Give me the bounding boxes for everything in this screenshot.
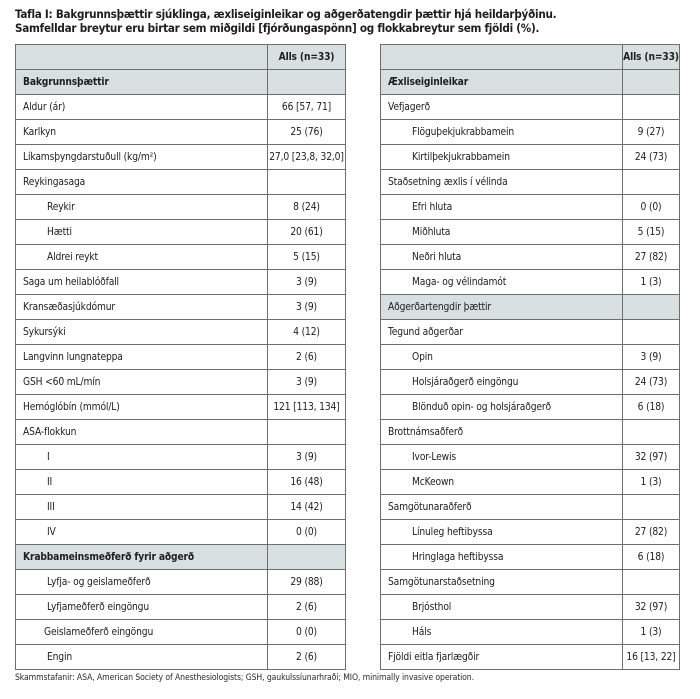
section-label: Aðgerðartengdir þættir	[381, 295, 623, 320]
table-subrow	[16, 195, 346, 220]
row-value: 24 (73)	[623, 145, 680, 170]
row-label: Tegund aðgerðar	[381, 320, 623, 345]
row-label: Samgötunaraðferð	[381, 495, 623, 520]
row-value	[623, 170, 680, 195]
row-value: 1 (3)	[623, 270, 680, 295]
row-label: Geislameðferð eingöngu	[16, 620, 268, 645]
row-value: 14 (42)	[268, 495, 346, 520]
row-label: Opin	[381, 345, 623, 370]
row-value: 2 (6)	[268, 345, 346, 370]
row-value: 2 (6)	[268, 645, 346, 670]
row-value: 4 (12)	[268, 320, 346, 345]
section-header-row	[16, 70, 346, 95]
table-subrow	[16, 645, 346, 670]
table-subrow	[16, 245, 346, 270]
row-label: Reykingasaga	[16, 170, 268, 195]
table-row	[16, 395, 346, 420]
row-value: 5 (15)	[623, 220, 680, 245]
row-label: Karlkyn	[16, 120, 268, 145]
row-value: 3 (9)	[268, 370, 346, 395]
row-label: Reykir	[16, 195, 268, 220]
row-value	[623, 295, 680, 320]
row-label: Flöguþekjukrabbamein	[381, 120, 623, 145]
table-subrow	[16, 220, 346, 245]
table-subrow	[381, 620, 680, 645]
table-row	[16, 170, 346, 195]
table-subrow	[381, 270, 680, 295]
table-row	[16, 420, 346, 445]
row-label: II	[16, 470, 268, 495]
row-label: McKeown	[381, 470, 623, 495]
row-label: Staðsetning æxlis í vélinda	[381, 170, 623, 195]
row-value	[623, 320, 680, 345]
row-value: 3 (9)	[268, 445, 346, 470]
background-factors-table	[15, 44, 346, 670]
row-label: Neðri hluta	[381, 245, 623, 270]
table-subrow	[16, 570, 346, 595]
table-header-row	[381, 45, 680, 70]
caption-label: Tafla I:	[15, 7, 53, 21]
row-label: Saga um heilablóðfall	[16, 270, 268, 295]
header-column-total: Alls (n=33)	[268, 45, 346, 70]
table-row	[381, 420, 680, 445]
section-label: Æxliseiginleikar	[381, 70, 623, 95]
abbreviations-footnote: Skammstafanir: ASA, American Society of Anesthesiologists; GSH, gaukulssíunarhraði; MIO, minimally invasive operation.	[15, 673, 474, 683]
row-value	[623, 70, 680, 95]
caption-line-2: Samfelldar breytur eru birtar sem miðgildi [fjórðungaspönn] og flokkabreytur sem fjöldi (%).	[15, 21, 540, 35]
row-value	[623, 570, 680, 595]
table-header-row	[16, 45, 346, 70]
row-value: 25 (76)	[268, 120, 346, 145]
table-row	[16, 345, 346, 370]
table-subrow	[16, 595, 346, 620]
row-label: Aldrei reykt	[16, 245, 268, 270]
table-subrow	[381, 520, 680, 545]
table-row	[16, 320, 346, 345]
table-row	[381, 170, 680, 195]
table-subrow	[16, 470, 346, 495]
section-label: Bakgrunnsþættir	[16, 70, 268, 95]
tumor-surgery-table	[380, 44, 680, 670]
row-label: Miðhluta	[381, 220, 623, 245]
row-label: Hemóglóbín (mmól/L)	[16, 395, 268, 420]
table-subrow	[381, 370, 680, 395]
row-value	[268, 170, 346, 195]
table-row	[381, 95, 680, 120]
table-caption	[15, 7, 695, 35]
row-value: 9 (27)	[623, 120, 680, 145]
row-value: 27,0 [23,8, 32,0]	[268, 145, 346, 170]
table-row	[16, 295, 346, 320]
row-value: 29 (88)	[268, 570, 346, 595]
section-header-row	[381, 295, 680, 320]
table-row	[16, 120, 346, 145]
table-subrow	[381, 445, 680, 470]
table-row	[16, 95, 346, 120]
row-label: Línuleg heftibyssa	[381, 520, 623, 545]
row-label: Hringlaga heftibyssa	[381, 545, 623, 570]
section-header-row	[16, 545, 346, 570]
row-value: 0 (0)	[268, 520, 346, 545]
table-subrow	[16, 520, 346, 545]
row-label: Fjöldi eitla fjarlægðir	[381, 645, 623, 670]
row-value: 6 (18)	[623, 395, 680, 420]
table-row	[16, 370, 346, 395]
row-label: Sykursýki	[16, 320, 268, 345]
row-value: 16 [13, 22]	[623, 645, 680, 670]
row-value: 121 [113, 134]	[268, 395, 346, 420]
row-value: 16 (48)	[268, 470, 346, 495]
row-value: 32 (97)	[623, 595, 680, 620]
row-label: Samgötunarstaðsetning	[381, 570, 623, 595]
row-label: III	[16, 495, 268, 520]
section-label: Krabbameinsmeðferð fyrir aðgerð	[16, 545, 268, 570]
table-row	[16, 270, 346, 295]
row-label: Háls	[381, 620, 623, 645]
row-value: 32 (97)	[623, 445, 680, 470]
row-label: Lyfjameðferð eingöngu	[16, 595, 268, 620]
table-subrow	[16, 620, 346, 645]
table-row	[381, 320, 680, 345]
row-value	[268, 70, 346, 95]
table-subrow	[381, 595, 680, 620]
table-subrow	[381, 220, 680, 245]
row-label: Maga- og vélindamót	[381, 270, 623, 295]
row-value	[623, 420, 680, 445]
table-row	[381, 645, 680, 670]
table-subrow	[16, 495, 346, 520]
row-value: 6 (18)	[623, 545, 680, 570]
row-value: 1 (3)	[623, 620, 680, 645]
row-value: 1 (3)	[623, 470, 680, 495]
header-label-cell	[381, 45, 623, 70]
row-value	[268, 420, 346, 445]
table-subrow	[381, 120, 680, 145]
row-value: 0 (0)	[268, 620, 346, 645]
row-value	[268, 545, 346, 570]
row-value: 3 (9)	[623, 345, 680, 370]
row-value: 2 (6)	[268, 595, 346, 620]
row-value: 27 (82)	[623, 245, 680, 270]
table-subrow	[381, 545, 680, 570]
table-subrow	[381, 395, 680, 420]
row-label: Kirtilþekjukrabbamein	[381, 145, 623, 170]
row-label: I	[16, 445, 268, 470]
table-row	[16, 145, 346, 170]
header-column-total: Alls (n=33)	[623, 45, 680, 70]
table-subrow	[16, 445, 346, 470]
table-row	[381, 495, 680, 520]
row-value	[623, 95, 680, 120]
row-label: Hætti	[16, 220, 268, 245]
header-label-cell	[16, 45, 268, 70]
row-value: 8 (24)	[268, 195, 346, 220]
row-label: Brjósthol	[381, 595, 623, 620]
table-subrow	[381, 470, 680, 495]
row-value: 0 (0)	[623, 195, 680, 220]
caption-line-1: Bakgrunnsþættir sjúklinga, æxliseiginleikar og aðgerðatengdir þættir hjá heildarþýðinu.	[52, 7, 557, 21]
row-value: 20 (61)	[268, 220, 346, 245]
row-label: Kransæðasjúkdómur	[16, 295, 268, 320]
section-header-row	[381, 70, 680, 95]
row-value: 3 (9)	[268, 270, 346, 295]
row-value: 24 (73)	[623, 370, 680, 395]
row-label: Aldur (ár)	[16, 95, 268, 120]
row-value: 3 (9)	[268, 295, 346, 320]
row-value: 27 (82)	[623, 520, 680, 545]
table-subrow	[381, 195, 680, 220]
table-row	[381, 570, 680, 595]
row-label: Líkamsþyngdarstuðull (kg/m²)	[16, 145, 268, 170]
row-value: 66 [57, 71]	[268, 95, 346, 120]
row-label: Efri hluta	[381, 195, 623, 220]
row-label: Ivor-Lewis	[381, 445, 623, 470]
row-label: IV	[16, 520, 268, 545]
row-label: Blönduð opin- og holsjáraðgerð	[381, 395, 623, 420]
row-label: Vefjagerð	[381, 95, 623, 120]
row-label: Lyfja- og geislameðferð	[16, 570, 268, 595]
row-label: Engin	[16, 645, 268, 670]
row-value: 5 (15)	[268, 245, 346, 270]
row-label: Holsjáraðgerð eingöngu	[381, 370, 623, 395]
table-subrow	[381, 345, 680, 370]
row-label: Langvinn lungnateppa	[16, 345, 268, 370]
row-label: Brottnámsaðferð	[381, 420, 623, 445]
row-value	[623, 495, 680, 520]
row-label: ASA-flokkun	[16, 420, 268, 445]
row-label: GSH <60 mL/mín	[16, 370, 268, 395]
table-subrow	[381, 145, 680, 170]
table-subrow	[381, 245, 680, 270]
